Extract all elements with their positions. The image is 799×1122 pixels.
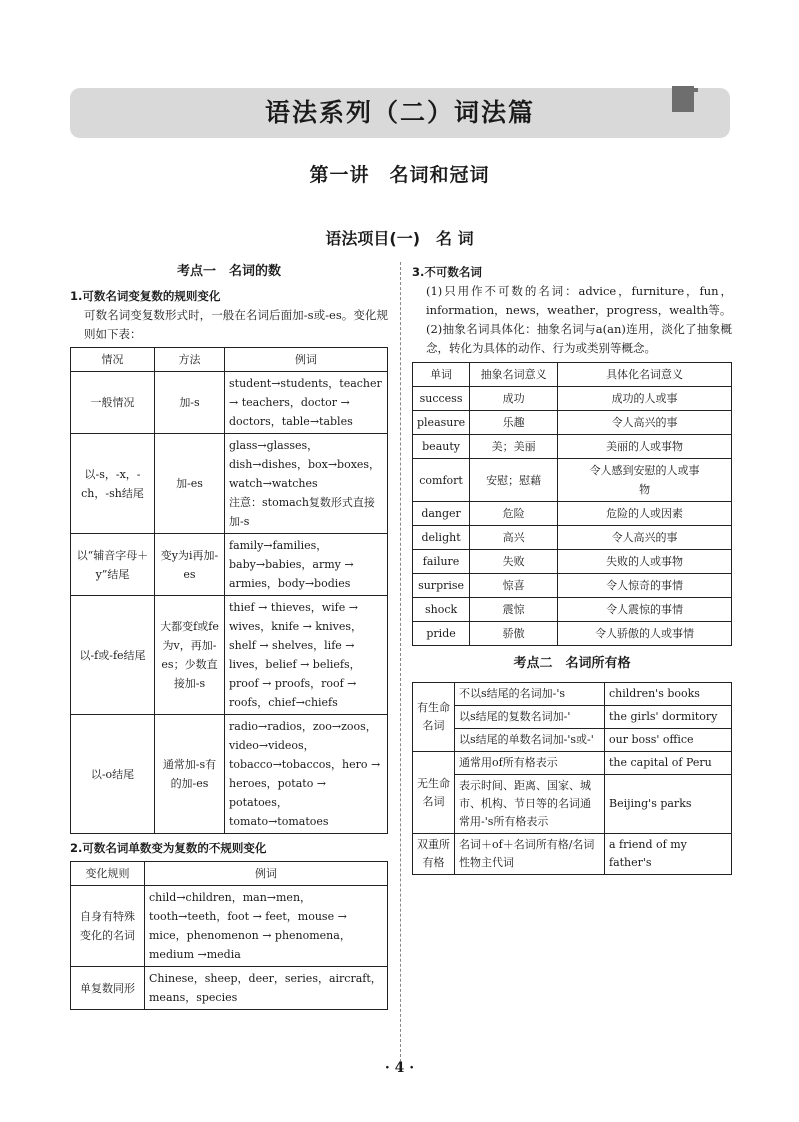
banner-title: 语法系列（二）词法篇: [264, 98, 535, 127]
table-header-row: [413, 363, 732, 387]
table-header: 变化规则: [71, 862, 145, 886]
method-cell: 通常加-s有的加-es: [155, 715, 225, 834]
rule-cell: 自身有特殊变化的名词: [71, 886, 145, 967]
table-row: [71, 967, 388, 1010]
table-row: [71, 434, 388, 534]
irregular-plural-table: [70, 861, 388, 1010]
situation-cell: 以-o结尾: [71, 715, 155, 834]
concrete-cell: 危险的人或因素: [558, 502, 732, 526]
table-row: [71, 372, 388, 434]
table-header: 方法: [155, 348, 225, 372]
lecture-title: 第一讲 名词和冠词: [309, 164, 490, 186]
category-cell: 无生命名词: [413, 752, 455, 834]
table-row: [413, 574, 732, 598]
examples-cell: student→students，teacher → teachers，doctor → doctors，table→tables: [225, 372, 388, 434]
examples-note: 注意：stomach复数形式直接加-s: [229, 496, 375, 528]
table-header-row: [71, 862, 388, 886]
table-row: [413, 550, 732, 574]
table-row: [71, 715, 388, 834]
abstract-cell: 成功: [470, 387, 558, 411]
table-row: [413, 775, 732, 834]
category-cell: 双重所有格: [413, 834, 455, 875]
rule-cell: 表示时间、距离、国家、城市、机构、节日等的名词通常用-'s所有格表示: [455, 775, 605, 834]
word-cell: shock: [413, 598, 470, 622]
kp2-title: 考点二 名词所有格: [513, 656, 631, 671]
examples-cell: thief → thieves，wife → wives，knife → knives，shelf → shelves，life → lives，belief → beliefs，proof → proofs，roof → roofs，chief→chiefs: [225, 596, 388, 715]
method-cell: 大都变f或fe为v，再加-es；少数直接加-s: [155, 596, 225, 715]
concrete-cell: 令人震惊的事情: [558, 598, 732, 622]
word-cell: comfort: [413, 459, 470, 502]
concrete-cell: 令人高兴的事: [558, 411, 732, 435]
table-header: 抽象名词意义: [470, 363, 558, 387]
concrete-cell: 令人惊奇的事情: [558, 574, 732, 598]
right-column: [412, 262, 732, 875]
table-header: 单词: [413, 363, 470, 387]
table-header: 情况: [71, 348, 155, 372]
column-divider: [400, 262, 401, 1062]
word-cell: surprise: [413, 574, 470, 598]
example-cell: a friend of my father's: [605, 834, 732, 875]
concrete-cell: 失败的人或事物: [558, 550, 732, 574]
examples-cell: family→families，baby→babies，army → armies，body→bodies: [225, 534, 388, 596]
word-cell: delight: [413, 526, 470, 550]
project-title: 语法项目(一) 名 词: [325, 229, 474, 248]
situation-cell: 以-s，-x，-ch，-sh结尾: [71, 434, 155, 534]
table-row: [413, 706, 732, 729]
section-banner: [70, 88, 730, 138]
word-cell: danger: [413, 502, 470, 526]
rule-cell: 通常用of所有格表示: [455, 752, 605, 775]
table-header: 例词: [145, 862, 388, 886]
rule-cell: 不以s结尾的名词加-'s: [455, 683, 605, 706]
abstract-cell: 失败: [470, 550, 558, 574]
table-row: [413, 387, 732, 411]
table-row: [71, 534, 388, 596]
table-row: [413, 435, 732, 459]
example-cell: the girls' dormitory: [605, 706, 732, 729]
concrete-cell: 成功的人或事: [558, 387, 732, 411]
table-row: [413, 459, 732, 502]
concrete-cell: 令人感到安慰的人或事物: [558, 459, 732, 502]
table-row: [413, 622, 732, 646]
examples-cell: [225, 434, 388, 534]
concrete-cell: 令人骄傲的人或事情: [558, 622, 732, 646]
table-row: [413, 411, 732, 435]
category-cell: 有生命名词: [413, 683, 455, 752]
rule-cell: 名词＋of＋名词所有格/名词性物主代词: [455, 834, 605, 875]
left-column: [70, 262, 388, 1010]
rule-cell: 以s结尾的单数名词加-'s或-': [455, 729, 605, 752]
table-header-row: [71, 348, 388, 372]
word-cell: pleasure: [413, 411, 470, 435]
situation-cell: 以-f或-fe结尾: [71, 596, 155, 715]
table-row: [413, 729, 732, 752]
table-row: [413, 526, 732, 550]
table-header: 例词: [225, 348, 388, 372]
sec3-title: 3.不可数名词: [412, 265, 482, 279]
abstract-cell: 高兴: [470, 526, 558, 550]
abstract-cell: 骄傲: [470, 622, 558, 646]
sec2-title: 2.可数名词单数变为复数的不规则变化: [70, 841, 267, 855]
example-cell: the capital of Peru: [605, 752, 732, 775]
rule-cell: 以s结尾的复数名词加-': [455, 706, 605, 729]
sec1-title: 1.可数名词变复数的规则变化: [70, 289, 221, 303]
method-cell: 变y为i再加-es: [155, 534, 225, 596]
concrete-cell: 美丽的人或事物: [558, 435, 732, 459]
word-cell: success: [413, 387, 470, 411]
rule-cell: 单复数同形: [71, 967, 145, 1010]
method-cell: 加-s: [155, 372, 225, 434]
sec3-item2: (2)抽象名词具体化：抽象名词与a(an)连用，淡化了抽象概念，转化为具体的动作、行为或类别等概念。: [426, 322, 732, 355]
examples-cell: radio→radios，zoo→zoos，video→videos，tobacco→tobaccos，hero → heroes，potato → potatoes，tomato→tomatoes: [225, 715, 388, 834]
table-header: 具体化名词意义: [558, 363, 732, 387]
kp1-title: 考点一 名词的数: [176, 264, 281, 279]
abstract-cell: 震惊: [470, 598, 558, 622]
table-row: [413, 752, 732, 775]
abstract-cell: 惊喜: [470, 574, 558, 598]
situation-cell: 一般情况: [71, 372, 155, 434]
abstract-noun-table: [412, 362, 732, 646]
example-cell: children's books: [605, 683, 732, 706]
table-row: [413, 683, 732, 706]
table-row: [413, 502, 732, 526]
situation-cell: 以“辅音字母＋y”结尾: [71, 534, 155, 596]
abstract-cell: 危险: [470, 502, 558, 526]
word-cell: pride: [413, 622, 470, 646]
word-cell: beauty: [413, 435, 470, 459]
sec1-text: 可数名词变复数形式时，一般在名词后面加-s或-es。变化规则如下表：: [84, 308, 388, 341]
concrete-cell: 令人高兴的事: [558, 526, 732, 550]
possessive-table: [412, 682, 732, 875]
table-row: [71, 596, 388, 715]
table-row: [71, 886, 388, 967]
abstract-cell: 美；美丽: [470, 435, 558, 459]
table-row: [413, 834, 732, 875]
table-row: [413, 598, 732, 622]
examples-text: glass→glasses，dish→dishes，box→boxes，watch→watches: [229, 439, 381, 490]
method-cell: 加-es: [155, 434, 225, 534]
examples-cell: Chinese，sheep，deer，series，aircraft，means，species: [145, 967, 388, 1010]
page-number: · 4 ·: [384, 1060, 415, 1076]
sec3-item1: (1)只用作不可数的名词：advice，furniture，fun，information，news，weather，progress，wealth等。: [426, 284, 732, 317]
plural-rules-table: [70, 347, 388, 834]
example-cell: our boss' office: [605, 729, 732, 752]
examples-cell: child→children，man→men，tooth→teeth，foot → feet，mouse → mice，phenomenon → phenomena，medium →media: [145, 886, 388, 967]
word-cell: failure: [413, 550, 470, 574]
banner-tab-decoration: [672, 86, 694, 112]
abstract-cell: 安慰；慰藉: [470, 459, 558, 502]
abstract-cell: 乐趣: [470, 411, 558, 435]
example-cell: Beijing's parks: [605, 775, 732, 834]
